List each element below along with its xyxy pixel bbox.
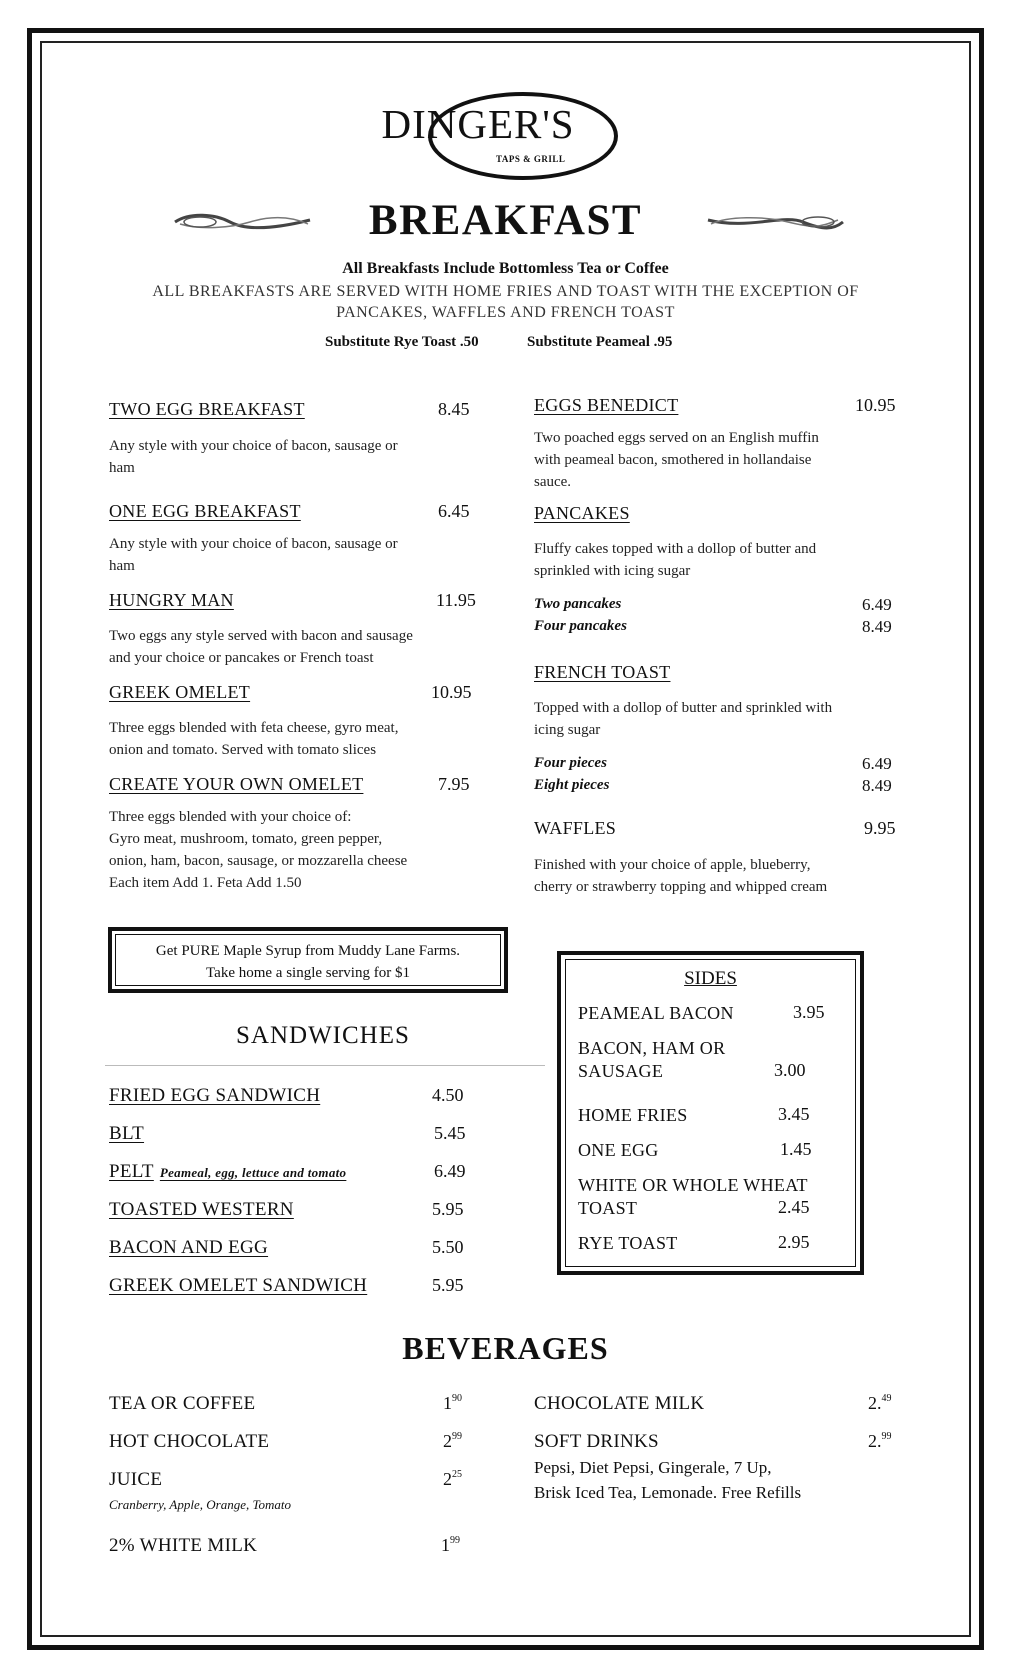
item-name: CREATE YOUR OWN OMELET <box>109 774 364 794</box>
side-name: PEAMEAL BACON <box>578 1003 734 1023</box>
item-name: ONE EGG BREAKFAST <box>109 501 301 521</box>
beverage-name: TEA OR COFFEE <box>109 1393 256 1414</box>
sandwich-price: 5.50 <box>432 1237 464 1257</box>
side-name: BACON, HAM OR SAUSAGE <box>578 1038 726 1081</box>
item-name: EGGS BENEDICT <box>534 395 679 415</box>
maple-syrup-box <box>108 927 508 993</box>
option-price: 8.49 <box>862 617 892 636</box>
side-name: HOME FRIES <box>578 1105 688 1125</box>
substitute-rye: Substitute Rye Toast .50 <box>325 334 479 350</box>
beverage-name: CHOCOLATE MILK <box>534 1393 705 1414</box>
beverage-name: SOFT DRINKS <box>534 1431 659 1452</box>
breakfast-title: BREAKFAST <box>368 197 643 244</box>
option-price: 8.49 <box>862 776 892 795</box>
item-name: PANCAKES <box>534 503 630 523</box>
sides-box <box>557 951 864 1275</box>
bottomless-note: All Breakfasts Include Bottomless Tea or Coffee <box>342 260 669 277</box>
sandwich-name: TOASTED WESTERN <box>109 1199 294 1220</box>
side-name: RYE TOAST <box>578 1233 678 1253</box>
item-price: 10.95 <box>431 682 472 702</box>
maple-line-2: Take home a single serving for $1 <box>206 965 410 981</box>
item-price: 10.95 <box>855 395 896 415</box>
served-with-note-1: ALL BREAKFASTS ARE SERVED WITH HOME FRIES AND TOAST WITH THE EXCEPTION OF <box>152 283 859 300</box>
item-price: 7.95 <box>438 774 470 794</box>
beverage-price: $1^{90}$ <box>443 1393 462 1413</box>
beverage-price: $2^{25}$ <box>443 1469 462 1489</box>
beverage-price: 2.49 <box>868 1393 892 1413</box>
sandwich-price: 6.49 <box>434 1161 466 1181</box>
option-price: 6.49 <box>862 754 892 773</box>
sandwich-name: FRIED EGG SANDWICH <box>109 1085 321 1106</box>
item-price: 6.45 <box>438 501 470 521</box>
beverage-price: $1^{99}$ <box>441 1535 460 1555</box>
beverage-name: JUICE <box>109 1469 163 1490</box>
sandwiches-title: SANDWICHES <box>236 1022 410 1049</box>
substitute-peameal: Substitute Peameal .95 <box>527 334 673 350</box>
logo-subtitle: TAPS & GRILL <box>496 154 566 164</box>
sandwich-name: BACON AND EGG <box>109 1237 269 1258</box>
option-name: Two pancakes <box>534 596 622 612</box>
item-desc: Fluffy cakes topped with a dollop of butter and sprinkled with icing sugar <box>534 541 817 579</box>
option-name: Eight pieces <box>534 777 610 793</box>
item-price: 9.95 <box>864 818 896 838</box>
beverages-title: BEVERAGES <box>402 1330 609 1366</box>
option-name: Four pancakes <box>534 618 627 634</box>
item-desc: Finished with your choice of apple, blueberry, cherry or strawberry topping and whipped cream <box>534 857 828 895</box>
side-price: 2.45 <box>778 1197 810 1217</box>
item-desc: Any style with your choice of bacon, sausage or ham <box>109 536 398 574</box>
beverage-name: HOT CHOCOLATE <box>109 1431 270 1452</box>
item-name: HUNGRY MAN <box>109 590 234 610</box>
logo-name: DINGER'S <box>381 101 575 147</box>
beverage-price: 2.99 <box>868 1431 892 1451</box>
item-name: GREEK OMELET <box>109 682 251 702</box>
item-name: WAFFLES <box>534 818 617 838</box>
sandwich-price: 5.95 <box>432 1275 464 1295</box>
item-name: FRENCH TOAST <box>534 662 671 682</box>
sandwich-price: 5.45 <box>434 1123 466 1143</box>
beverage-name: 2% WHITE MILK <box>109 1535 258 1556</box>
sandwich-name: BLT <box>109 1123 145 1144</box>
item-desc: Two poached eggs served on an English muffin with peameal bacon, smothered in hollandaise sauce. <box>534 430 819 490</box>
option-price: 6.49 <box>862 595 892 614</box>
sides-title: SIDES <box>684 968 737 989</box>
sandwich-note: Peameal, egg, lettuce and tomato <box>159 1165 347 1180</box>
item-price: 11.95 <box>436 590 476 610</box>
option-name: Four pieces <box>534 755 607 771</box>
side-price: 2.95 <box>778 1232 810 1252</box>
sandwich-price: 5.95 <box>432 1199 464 1219</box>
beverage-note: Cranberry, Apple, Orange, Tomato <box>109 1497 292 1512</box>
sandwich-price: 4.50 <box>432 1085 464 1105</box>
item-desc: Three eggs blended with feta cheese, gyro meat, onion and tomato. Served with tomato slices <box>109 720 399 758</box>
side-name: WHITE OR WHOLE WHEAT TOAST <box>578 1175 808 1218</box>
sandwiches-divider <box>105 1065 545 1066</box>
beverage-price: $2^{99}$ <box>443 1431 462 1451</box>
item-desc: Two eggs any style served with bacon and sausage and your choice or pancakes or French toast <box>109 628 413 666</box>
item-name: TWO EGG BREAKFAST <box>109 399 305 419</box>
side-price: 1.45 <box>780 1139 812 1159</box>
beverage-desc: Pepsi, Diet Pepsi, Gingerale, 7 Up, Brisk Iced Tea, Lemonade. Free Refills <box>534 1458 802 1502</box>
side-price: 3.00 <box>774 1060 806 1080</box>
item-desc: Any style with your choice of bacon, sausage or ham <box>109 438 398 476</box>
item-desc: Topped with a dollop of butter and sprinkled with icing sugar <box>534 700 833 738</box>
side-price: 3.45 <box>778 1104 810 1124</box>
served-with-note-2: PANCAKES, WAFFLES AND FRENCH TOAST <box>336 304 675 321</box>
sandwich-name: GREEK OMELET SANDWICH <box>109 1275 368 1296</box>
maple-line-1: Get PURE Maple Syrup from Muddy Lane Farms. <box>155 943 461 959</box>
side-price: 3.95 <box>793 1002 825 1022</box>
side-name: ONE EGG <box>578 1140 659 1160</box>
item-desc: Three eggs blended with your choice of: Gyro meat, mushroom, tomato, green pepper, onion, ham, bacon, sausage, or mozzarella cheese Each item Add 1. Feta Add 1.50 <box>109 809 408 891</box>
sandwich-name: PELT Peameal, egg, lettuce and tomato <box>109 1161 347 1182</box>
item-price: 8.45 <box>438 399 470 419</box>
